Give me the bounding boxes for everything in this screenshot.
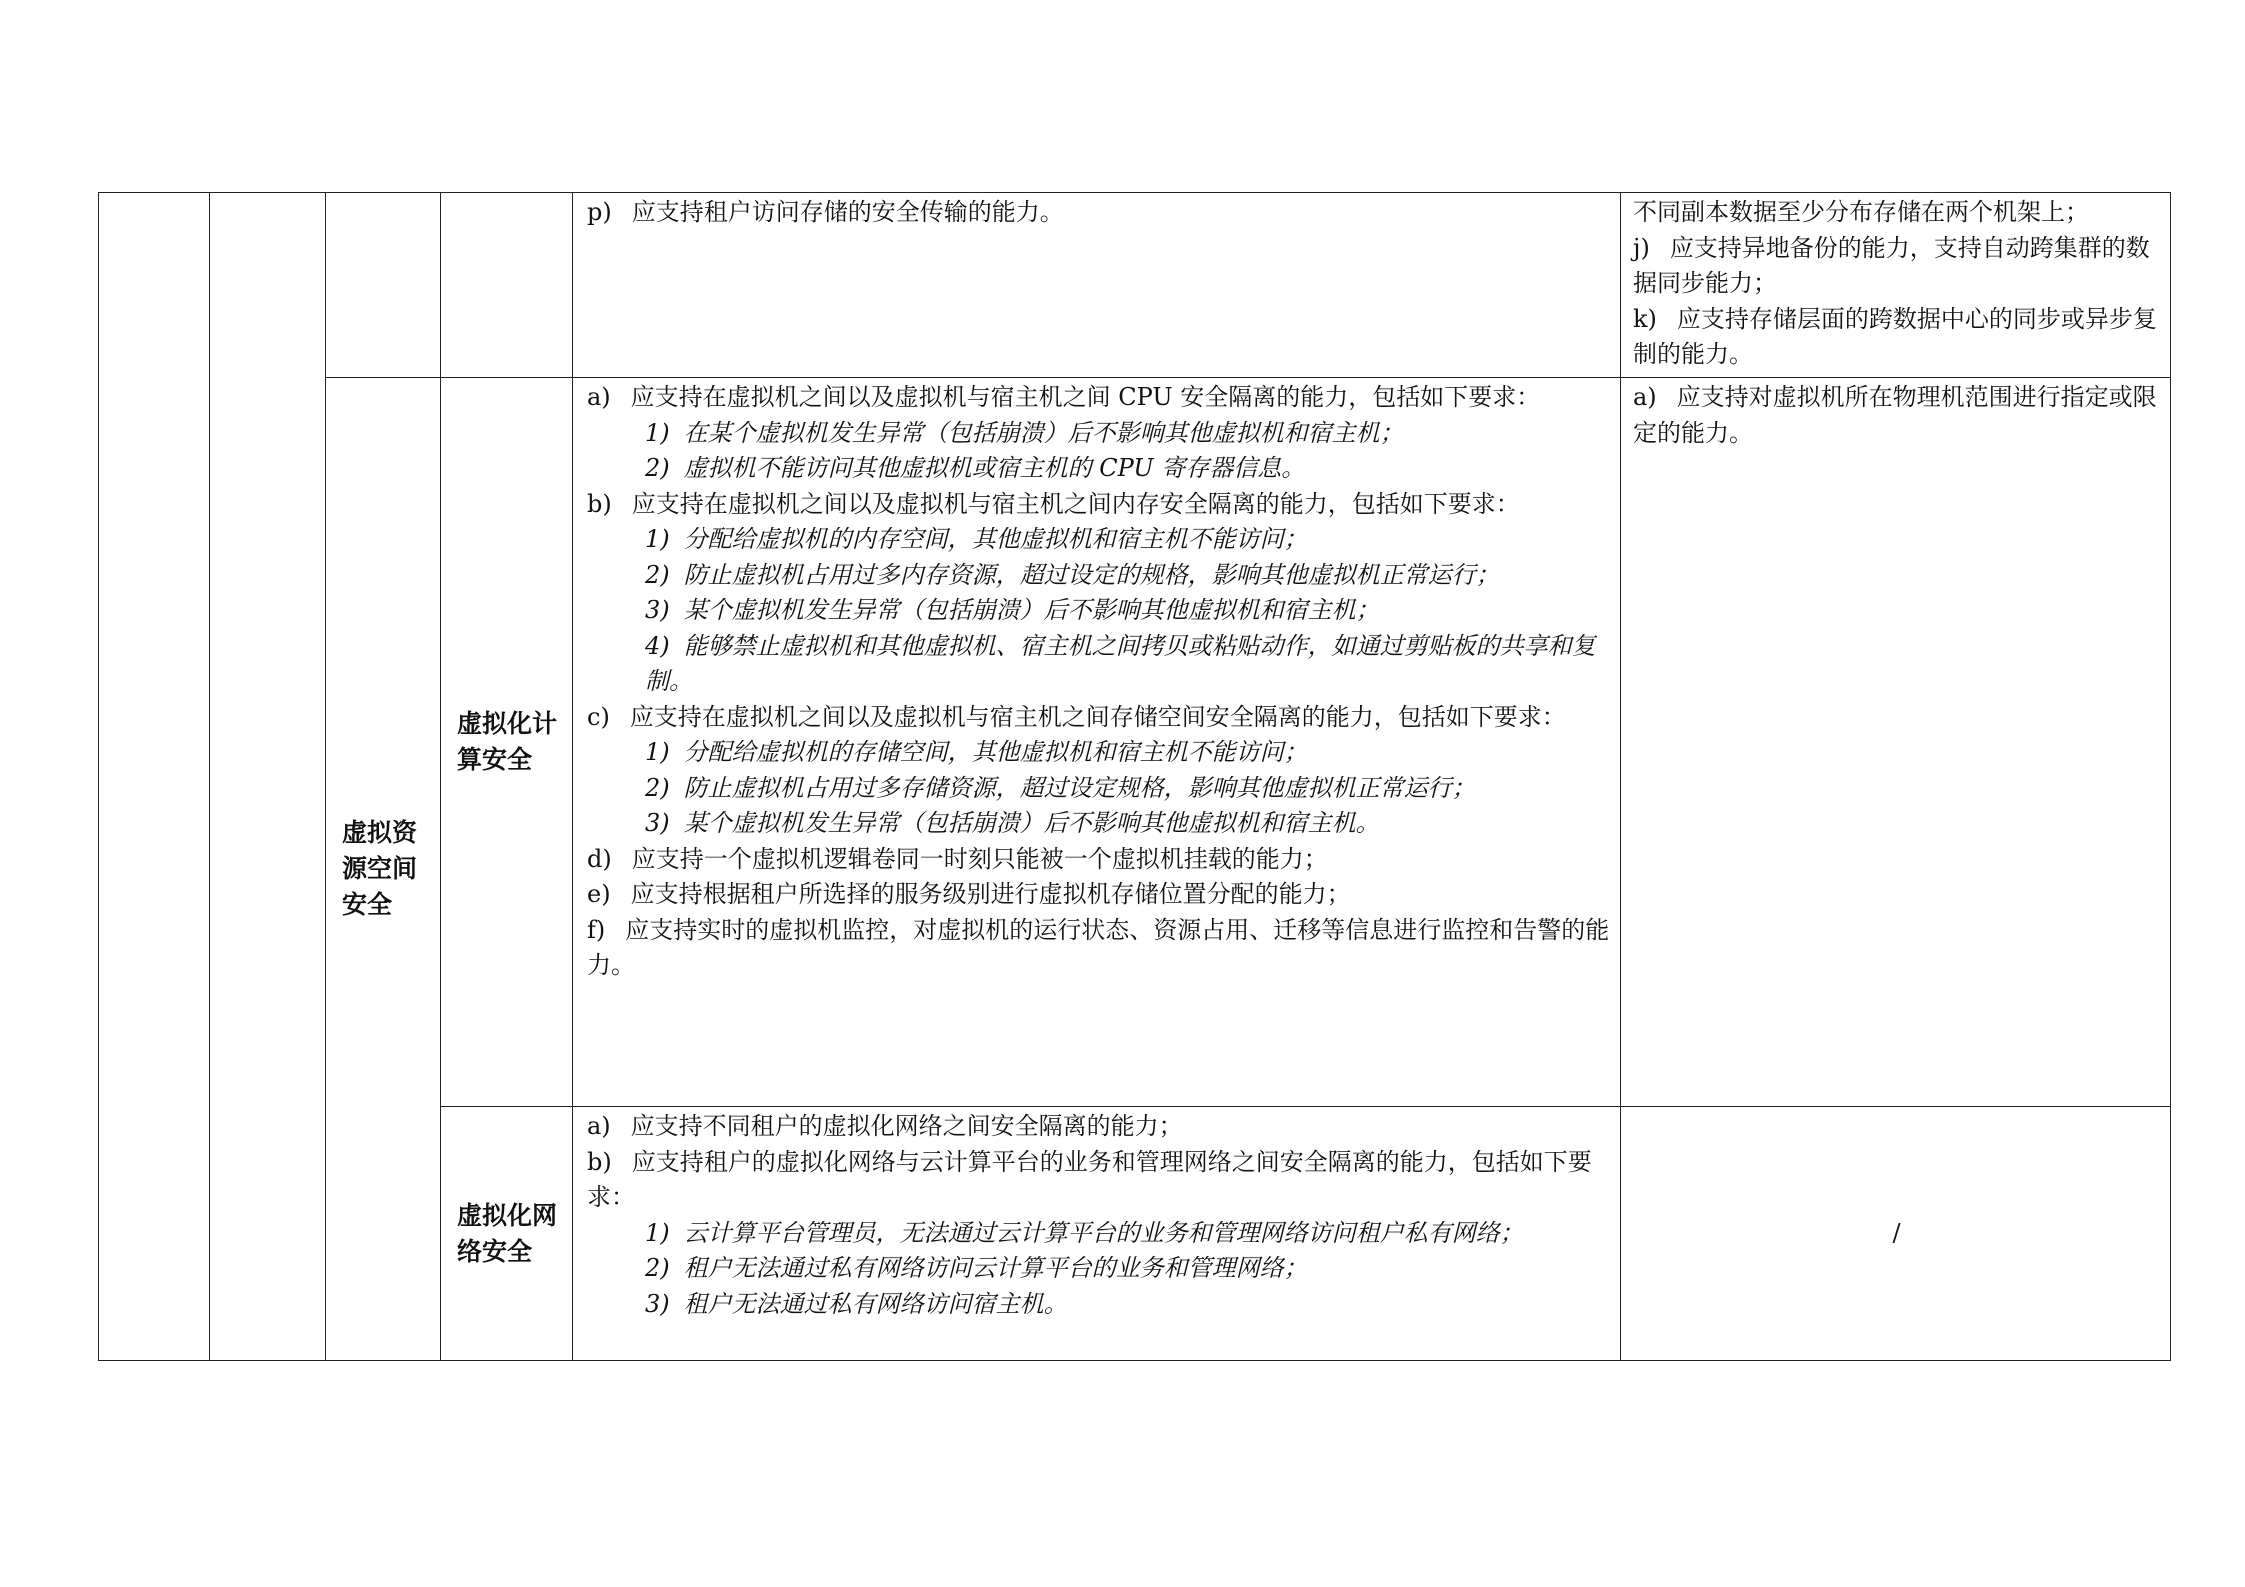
sub-item-label: 2) xyxy=(645,454,670,482)
sub-item-text: 某个虚拟机发生异常（包括崩溃）后不影响其他虚拟机和宿主机。 xyxy=(683,809,1380,837)
item-text: 应支持不同租户的虚拟化网络之间安全隔离的能力； xyxy=(630,1112,1183,1140)
subcategory-network-label: 虚拟化网络安全 xyxy=(457,1200,558,1266)
sub-requirement-item xyxy=(587,629,1614,700)
sub-item-label: 3) xyxy=(645,809,670,837)
subcategory-compute-label: 虚拟化计算安全 xyxy=(457,709,558,774)
sub-item-label: 2) xyxy=(645,560,670,589)
item-label: a) xyxy=(587,383,611,411)
sub-requirement-item xyxy=(587,1251,1614,1287)
sub-item-text: 租户无法通过私有网络访问云计算平台的业务和管理网络； xyxy=(683,1254,1308,1282)
item-label: a) xyxy=(587,1112,611,1140)
col3-cell-storage xyxy=(326,193,441,378)
storage-ext-list xyxy=(1633,195,2160,373)
requirement-item xyxy=(587,195,1614,231)
item-text: 应支持根据租户所选择的服务级别进行虚拟机存储位置分配的能力； xyxy=(630,880,1351,908)
sub-item-label: 1) xyxy=(645,1218,670,1247)
subcategory-virtual-network-security xyxy=(441,1107,573,1361)
item-label: b) xyxy=(587,489,612,518)
requirement-item xyxy=(1633,380,2160,451)
requirement-item xyxy=(587,1145,1614,1216)
sub-item-text: 分配给虚拟机的内存空间，其他虚拟机和宿主机不能访问； xyxy=(683,525,1308,553)
item-label: j) xyxy=(1633,233,1650,262)
col4-cell-storage xyxy=(441,193,573,378)
item-text: 应支持异地备份的能力，支持自动跨集群的数据同步能力； xyxy=(1633,233,2150,297)
requirements-table xyxy=(98,192,2171,1361)
col1-cell xyxy=(99,193,210,1361)
network-basic-requirements xyxy=(573,1107,1621,1361)
sub-requirement-item xyxy=(587,1216,1614,1252)
compute-extended-requirements xyxy=(1621,378,2171,1107)
compute-ext-list xyxy=(1633,380,2160,451)
item-text: 不同副本数据至少分布存储在两个机架上； xyxy=(1633,198,2089,226)
category-virtual-resource-space-security xyxy=(326,378,441,1361)
table-row-compute xyxy=(99,378,2171,1107)
sub-item-text: 虚拟机不能访问其他虚拟机或宿主机的 CPU 寄存器信息。 xyxy=(683,454,1306,482)
item-text: 应支持在虚拟机之间以及虚拟机与宿主机之间 CPU 安全隔离的能力，包括如下要求： xyxy=(630,383,1541,411)
requirement-item xyxy=(1633,302,2160,373)
requirement-item xyxy=(587,913,1614,984)
item-text: 应支持在虚拟机之间以及虚拟机与宿主机之间内存安全隔离的能力，包括如下要求： xyxy=(631,489,1520,518)
sub-item-text: 某个虚拟机发生异常（包括崩溃）后不影响其他虚拟机和宿主机； xyxy=(683,596,1380,624)
sub-requirement-item xyxy=(587,771,1614,807)
item-label: b) xyxy=(587,1147,612,1176)
not-applicable-mark: / xyxy=(1892,1218,1901,1247)
item-text: 应支持在虚拟机之间以及虚拟机与宿主机之间存储空间安全隔离的能力，包括如下要求： xyxy=(629,702,1566,731)
item-label: f) xyxy=(587,915,606,944)
sub-item-text: 分配给虚拟机的存储空间，其他虚拟机和宿主机不能访问； xyxy=(683,738,1308,766)
item-text: 应支持租户访问存储的安全传输的能力。 xyxy=(631,198,1064,226)
sub-item-text: 在某个虚拟机发生异常（包括崩溃）后不影响其他虚拟机和宿主机； xyxy=(683,418,1404,447)
sub-item-label: 2) xyxy=(645,1254,670,1282)
item-label: e) xyxy=(587,880,611,908)
col2-cell xyxy=(210,193,326,1361)
sub-requirement-item xyxy=(587,735,1614,771)
item-text: 应支持实时的虚拟机监控，对虚拟机的运行状态、资源占用、迁移等信息进行监控和告警的能力。 xyxy=(587,915,1610,979)
item-label: c) xyxy=(587,702,610,731)
item-label: d) xyxy=(587,844,612,873)
sub-item-text: 能够禁止虚拟机和其他虚拟机、宿主机之间拷贝或粘贴动作，如通过剪贴板的共享和复制。 xyxy=(645,631,1596,695)
sub-requirement-item xyxy=(587,593,1614,629)
sub-item-label: 3) xyxy=(645,1289,670,1318)
network-extended-requirements xyxy=(1621,1107,2171,1361)
compute-basic-requirements xyxy=(573,378,1621,1107)
sub-item-label: 1) xyxy=(645,418,670,447)
sub-requirement-item xyxy=(587,451,1614,487)
table-row-storage xyxy=(99,193,2171,378)
requirement-item xyxy=(587,842,1614,878)
sub-requirement-item xyxy=(587,522,1614,558)
sub-item-text: 防止虚拟机占用过多内存资源，超过设定的规格，影响其他虚拟机正常运行； xyxy=(683,560,1500,589)
requirement-item xyxy=(1633,231,2160,302)
requirement-item xyxy=(587,1109,1614,1145)
network-items-list xyxy=(587,1109,1614,1322)
compute-items-list xyxy=(587,380,1614,984)
item-text: 应支持一个虚拟机逻辑卷同一时刻只能被一个虚拟机挂载的能力； xyxy=(631,844,1328,873)
requirement-item xyxy=(1633,195,2160,231)
sub-item-label: 4) xyxy=(645,631,670,660)
sub-requirement-item xyxy=(587,558,1614,594)
sub-item-text: 租户无法通过私有网络访问宿主机。 xyxy=(683,1289,1068,1318)
sub-requirement-item xyxy=(587,1287,1614,1323)
subcategory-virtual-compute-security xyxy=(441,378,573,1107)
sub-item-label: 1) xyxy=(645,525,670,553)
requirement-item xyxy=(587,877,1614,913)
storage-basic-requirements xyxy=(573,193,1621,378)
requirement-item xyxy=(587,487,1614,523)
item-label: k) xyxy=(1633,304,1657,333)
requirement-item xyxy=(587,700,1614,736)
sub-requirement-item xyxy=(587,416,1614,452)
sub-item-text: 防止虚拟机占用过多存储资源，超过设定规格，影响其他虚拟机正常运行； xyxy=(683,773,1476,802)
item-text: 应支持对虚拟机所在物理机范围进行指定或限定的能力。 xyxy=(1633,383,2157,447)
storage-extended-requirements xyxy=(1621,193,2171,378)
sub-item-label: 3) xyxy=(645,596,670,624)
sub-item-text: 云计算平台管理员，无法通过云计算平台的业务和管理网络访问租户私有网络； xyxy=(683,1218,1524,1247)
requirement-item xyxy=(587,380,1614,416)
item-label: a) xyxy=(1633,383,1657,411)
storage-items-list xyxy=(587,195,1614,231)
sub-item-label: 1) xyxy=(645,738,670,766)
item-text: 应支持存储层面的跨数据中心的同步或异步复制的能力。 xyxy=(1633,304,2157,368)
item-text: 应支持租户的虚拟化网络与云计算平台的业务和管理网络之间安全隔离的能力，包括如下要求： xyxy=(587,1147,1592,1211)
item-label: p) xyxy=(587,198,612,226)
category-label: 虚拟资源空间安全 xyxy=(342,818,418,919)
sub-item-label: 2) xyxy=(645,773,670,802)
sub-requirement-item xyxy=(587,806,1614,842)
